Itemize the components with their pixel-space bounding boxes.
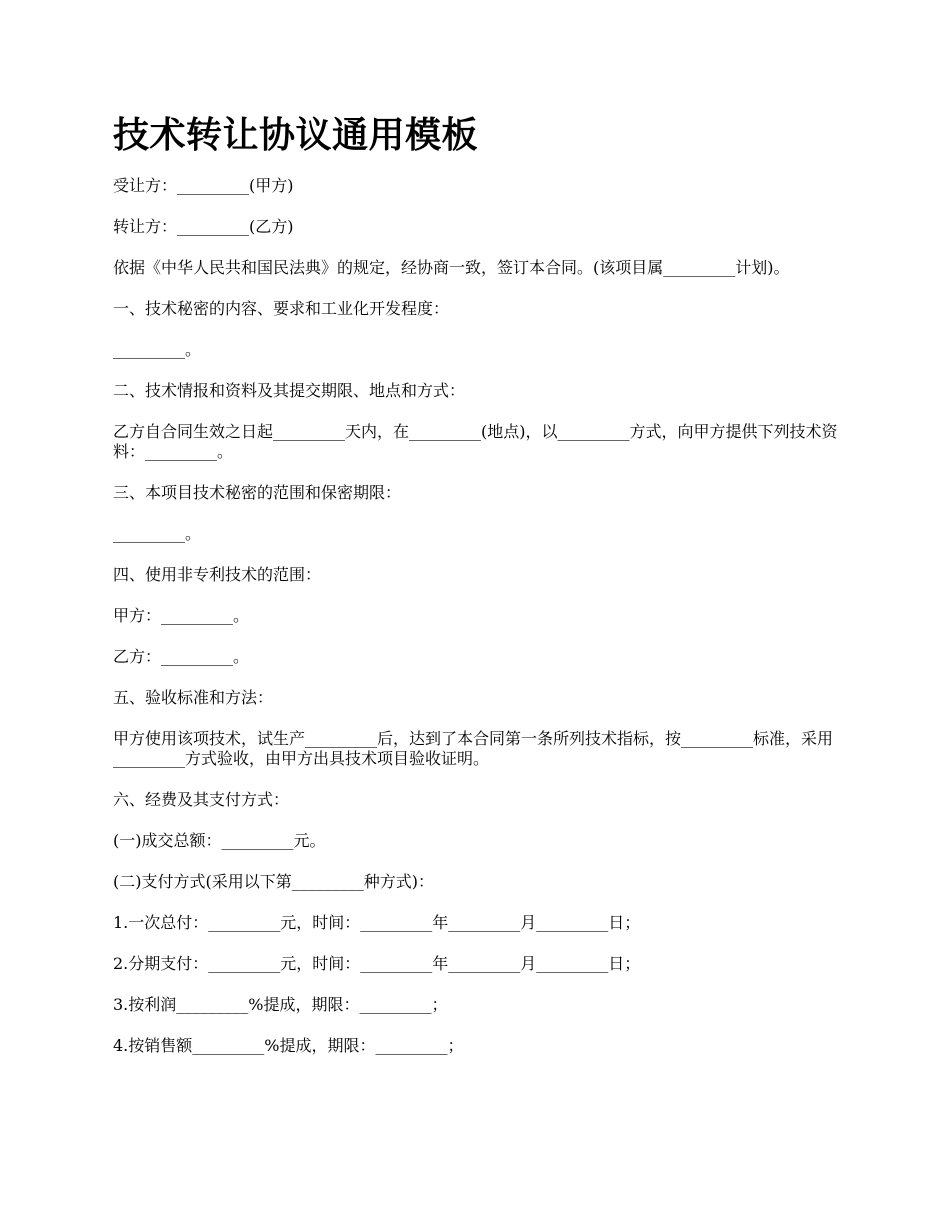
section-3-content: _________。 <box>113 524 202 543</box>
section-4-party-b: 乙方：_________。 <box>113 647 250 666</box>
party-b-line: 转让方：_________(乙方) <box>113 217 294 236</box>
section-2-heading: 二、技术情报和资料及其提交期限、地点和方式： <box>113 381 466 400</box>
party-a-line: 受让方：_________(甲方) <box>113 176 294 195</box>
section-1-heading: 一、技术秘密的内容、要求和工业化开发程度： <box>113 299 450 318</box>
section-2-content: 乙方自合同生效之日起_________天内，在_________(地点)，以_________方式，向甲方提供下列技术资料：_________。 <box>113 422 838 461</box>
section-5-heading: 五、验收标准和方法： <box>113 688 274 707</box>
section-4-party-a: 甲方：_________。 <box>113 606 250 625</box>
payment-method-line: (二)支付方式(采用以下第_________种方式)： <box>113 872 434 891</box>
section-5-content: 甲方使用该项技术，试生产_________后，达到了本合同第一条所列技术指标，按_________标准，采用_________方式验收，由甲方出具技术项目验收证明。 <box>113 729 834 768</box>
payment-option-4: 4.按销售额_________%提成，期限：_________； <box>113 1036 464 1055</box>
document-page <box>113 108 840 1077</box>
section-6-heading: 六、经费及其支付方式： <box>113 790 290 809</box>
payment-option-2: 2.分期支付：_________元，时间：_________年_________月_________日； <box>113 954 641 973</box>
total-amount-line: (一)成交总额：_________元。 <box>113 831 326 850</box>
section-4-heading: 四、使用非专利技术的范围： <box>113 565 322 584</box>
payment-option-3: 3.按利润_________%提成，期限：_________； <box>113 995 448 1014</box>
document-body <box>113 176 840 1056</box>
section-3-heading: 三、本项目技术秘密的范围和保密期限： <box>113 483 402 502</box>
preamble-paragraph: 依据《中华人民共和国民法典》的规定，经协商一致，签订本合同。(该项目属_________计划)。 <box>113 258 790 277</box>
document-title: 技术转让协议通用模板 <box>113 115 479 156</box>
payment-option-1: 1.一次总付：_________元，时间：_________年_________月_________日； <box>113 913 641 932</box>
section-1-content: _________。 <box>113 340 202 359</box>
